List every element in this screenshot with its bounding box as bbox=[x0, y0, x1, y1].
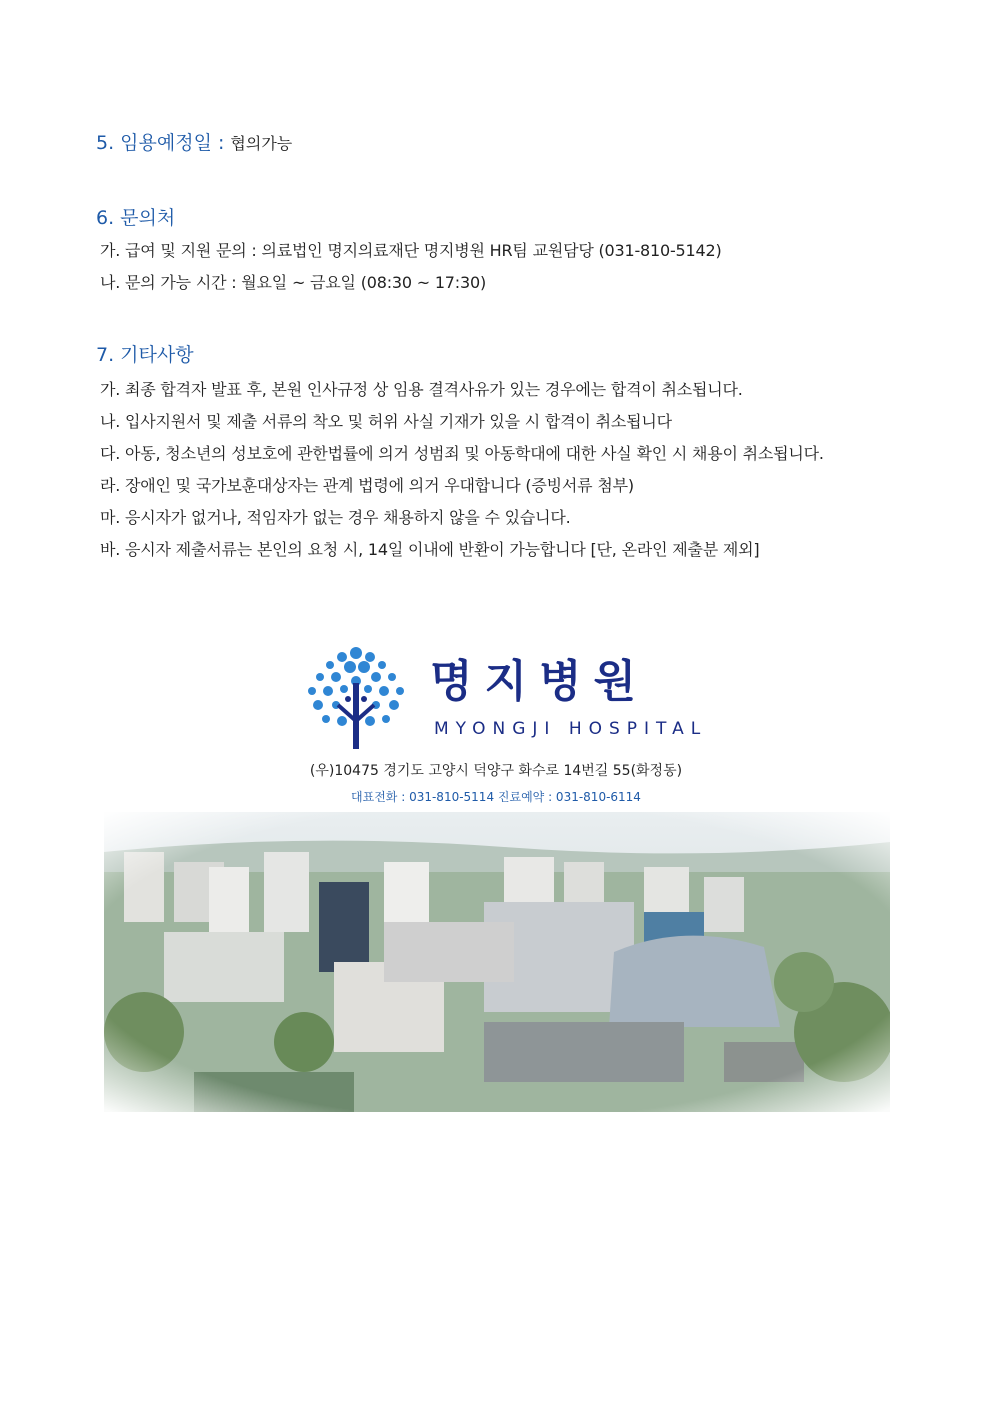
section-7-title: 7. 기타사항 bbox=[96, 344, 194, 366]
section-7-item: 마. 응시자가 없거나, 적임자가 없는 경우 채용하지 않을 수 있습니다. bbox=[100, 508, 571, 527]
logo-name-english: MYONGJI HOSPITAL bbox=[434, 719, 708, 739]
section-5-label: 5. 임용예정일 : bbox=[96, 132, 231, 154]
hospital-phone: 대표전화 : 031-810-5114 진료예약 : 031-810-6114 bbox=[351, 790, 641, 804]
section-7-item: 나. 입사지원서 및 제출 서류의 착오 및 허위 사실 기재가 있을 시 합격이 취소됩니다 bbox=[100, 412, 672, 431]
section-7-item: 바. 응시자 제출서류는 본인의 요청 시, 14일 이내에 반환이 가능합니다 [단, 온라인 제출분 제외] bbox=[100, 540, 760, 559]
section-6-item: 가. 급여 및 지원 문의 : 의료법인 명지의료재단 명지병원 HR팀 교원담당 (031-810-5142) bbox=[100, 241, 722, 260]
hospital-aerial-photo bbox=[104, 812, 890, 1112]
section-5-title bbox=[96, 128, 292, 155]
tree-icon bbox=[300, 643, 412, 749]
section-7-item: 가. 최종 합격자 발표 후, 본원 인사규정 상 임용 결격사유가 있는 경우에는 합격이 취소됩니다. bbox=[100, 380, 743, 399]
logo-name-korean: 명지병원 bbox=[430, 656, 649, 707]
section-6-title: 6. 문의처 bbox=[96, 207, 176, 229]
hospital-address: (우)10475 경기도 고양시 덕양구 화수로 14번길 55(화정동) bbox=[309, 763, 683, 779]
section-5-value: 협의가능 bbox=[230, 134, 293, 153]
section-7-item: 다. 아동, 청소년의 성보호에 관한법률에 의거 성범죄 및 아동학대에 대한 사실 확인 시 채용이 취소됩니다. bbox=[100, 444, 824, 463]
section-6-item: 나. 문의 가능 시간 : 월요일 ~ 금요일 (08:30 ~ 17:30) bbox=[100, 273, 486, 292]
hospital-logo bbox=[300, 643, 708, 749]
section-7-item: 라. 장애인 및 국가보훈대상자는 관계 법령에 의거 우대합니다 (증빙서류 첨부) bbox=[100, 476, 634, 495]
